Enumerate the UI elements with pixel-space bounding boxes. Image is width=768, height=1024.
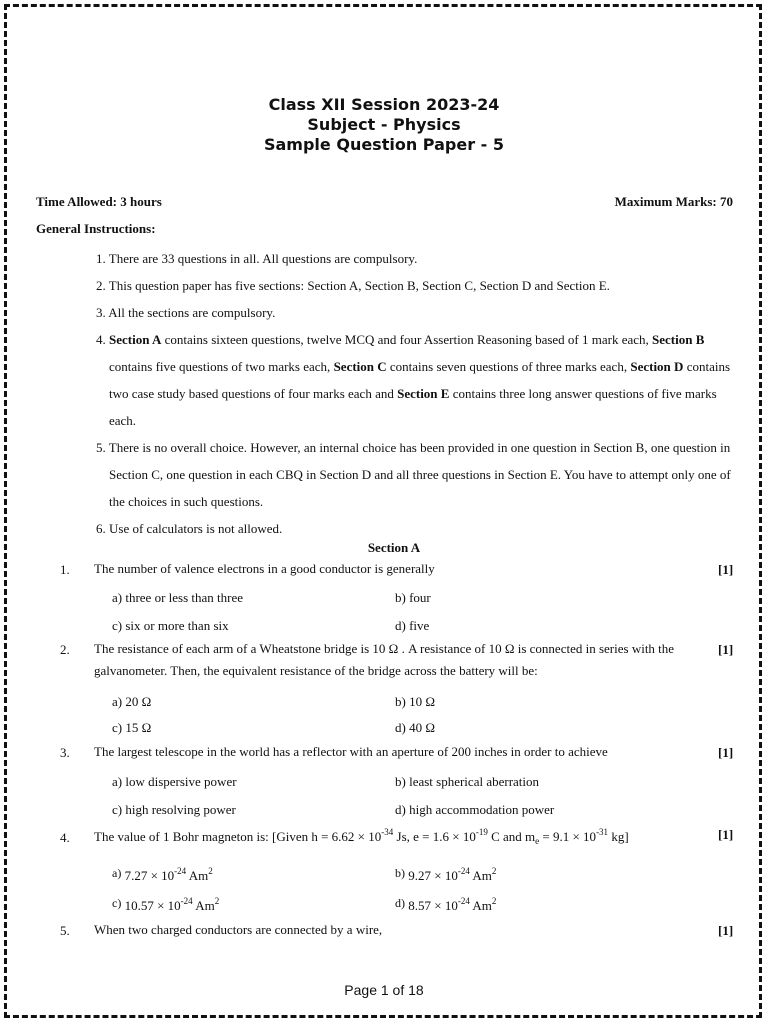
general-instructions-heading: General Instructions: [36,221,156,236]
option-d: d) five [395,618,430,633]
option-d: d) $8.57 \times 10^{-24}$ Am$^2$ [395,896,497,913]
section-e-ref: Section E [397,386,450,401]
option-a: a) $7.27 \times 10^{-24}$ Am$^2$ [112,866,213,883]
question-marks: [1] [718,562,734,577]
section-c-ref: Section C [333,359,387,374]
instruction-item: 4. Section A contains sixteen questions, twelve MCQ and four Assertion Reasoning based of 1 mark each, Section B contains five questions of two marks each, Section C contains seven questions of three marks each, Section D contains two case study based questions of four marks each and Section E contains three long answer questions of five marks each. [96,332,731,428]
option-a: a) 20 Ω [112,694,152,709]
instruction-item: 3. All the sections are compulsory. [96,305,276,320]
section-b-ref: Section B [652,332,705,347]
section-a-heading: Section A [367,540,421,555]
question-number: 2. [60,642,70,657]
question-number: 3. [60,745,70,760]
section-d-ref: Section D [630,359,684,374]
question-marks: [1] [718,642,734,657]
question-marks: [1] [718,923,734,938]
instruction-item: 2. This question paper has five sections: Section A, Section B, Section C, Section D and Section E. [96,278,610,293]
maximum-marks: Maximum Marks: 70 [614,194,733,209]
option-a: a) three or less than three [112,590,244,605]
title-class-session: Class XII Session 2023-24 [268,95,500,114]
option-c: c) $10.57 \times 10^{-24}$ Am$^2$ [112,896,220,913]
option-b: b) four [395,590,431,605]
option-c: c) six or more than six [112,618,229,633]
section-a-ref: Section A [109,332,162,347]
question-number: 5. [60,923,70,938]
title-paper: Sample Question Paper - 5 [263,135,504,154]
question-marks: [1] [718,745,734,760]
question-text: The number of valence electrons in a good conductor is generally [94,561,435,576]
title-subject: Subject - Physics [307,115,461,134]
page-number: Page 1 of 18 [344,982,424,998]
question-number: 4. [60,830,70,845]
option-d: d) high accommodation power [395,802,555,817]
option-c: c) 15 Ω [112,720,152,735]
question-text: The resistance of each arm of a Wheatstone bridge is 10 Ω . A resistance of 10 Ω is connected in series with the galvanometer. Then, the equivalent resistance of the bridge across the battery will be: [94,641,675,678]
question-text: The value of 1 Bohr magneton is: [Given $h = 6.62 \times 10^{-34}$ Js, $e = 1.6 \times 10^{-19}$ C and $m_e = 9.1 \times 10^{-31}$ kg] [94,827,629,846]
question-text: When two charged conductors are connected by a wire, [94,922,383,937]
option-a: a) low dispersive power [112,774,237,789]
option-c: c) high resolving power [112,802,236,817]
question-text: The largest telescope in the world has a reflector with an aperture of 200 inches in order to achieve [94,744,608,759]
question-marks: [1] [718,827,734,842]
time-allowed: Time Allowed: 3 hours [36,194,162,209]
instruction-item: 5. There is no overall choice. However, an internal choice has been provided in one question in Section B, one question in Section C, one question in each CBQ in Section D and all three questions in Section E. You have to attempt only one of the choices in such questions. [96,440,731,509]
instruction-item: 1. There are 33 questions in all. All questions are compulsory. [96,251,418,266]
option-b: b) least spherical aberration [395,774,540,789]
instruction-item: 6. Use of calculators is not allowed. [96,521,283,536]
option-d: d) 40 Ω [395,720,435,735]
option-b: b) 10 Ω [395,694,435,709]
option-b: b) $9.27 \times 10^{-24}$ Am$^2$ [395,866,497,883]
instructions-list [96,245,736,542]
question-number: 1. [60,562,70,577]
